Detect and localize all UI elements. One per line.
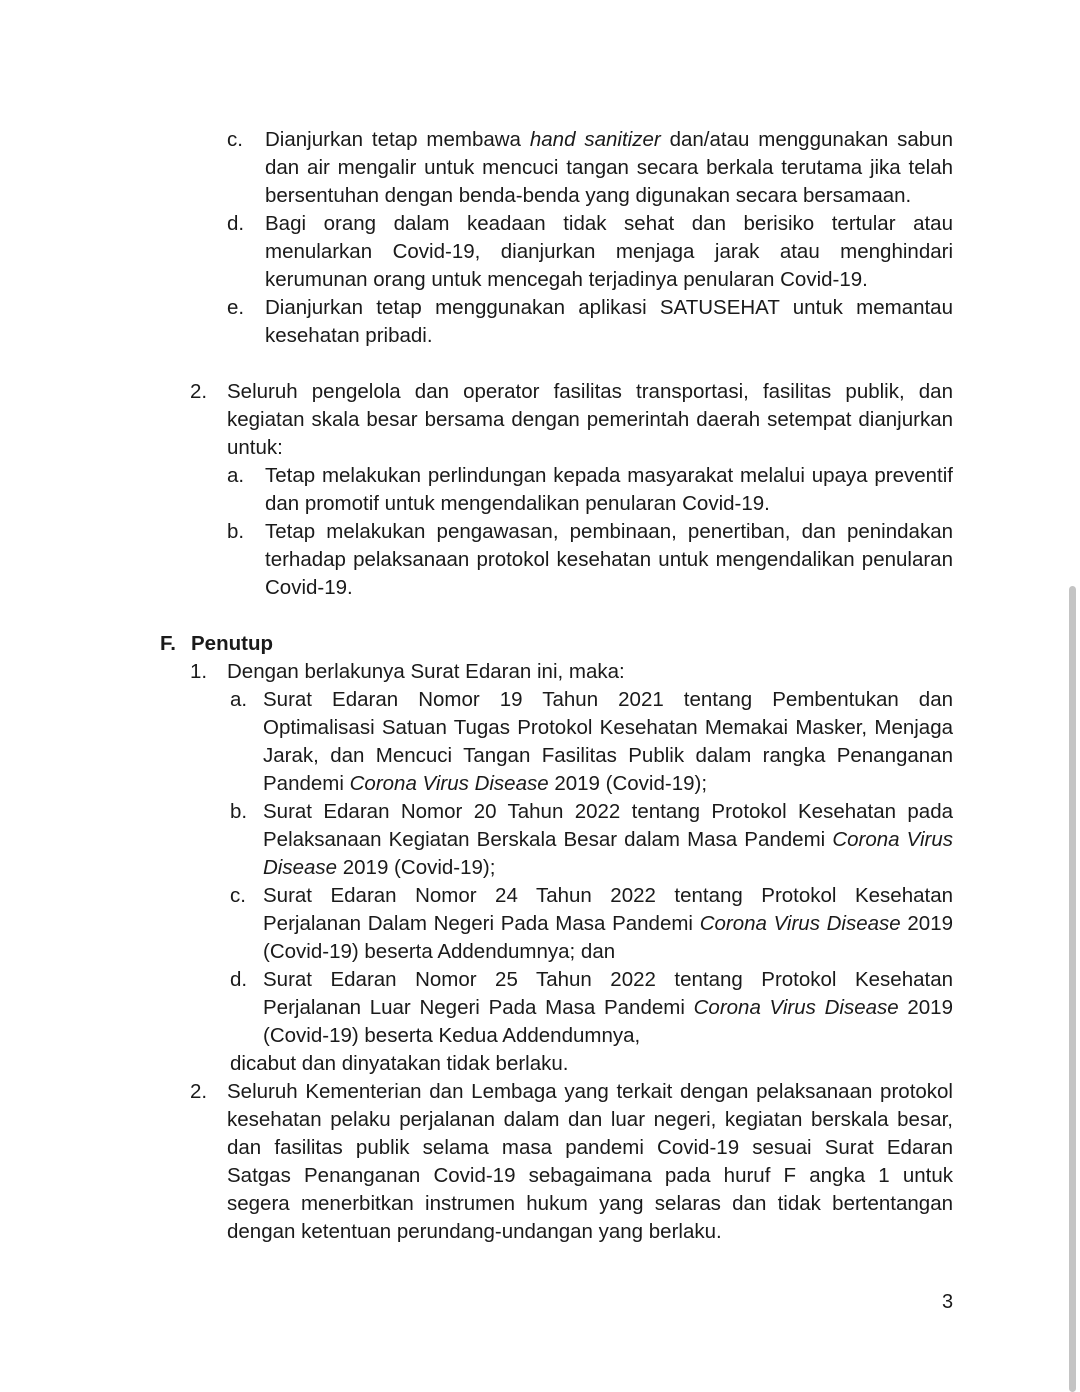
list-label: a. [227, 464, 245, 487]
list-item-f-1-b [230, 798, 953, 882]
list-text: Seluruh pengelola dan operator fasilitas transportasi, fasilitas publik, dan kegiatan skala besar bersama dengan pemerintah daerah setempat dianjurkan untuk: [227, 380, 953, 459]
list-text: Tetap melakukan perlindungan kepada masyarakat melalui upaya preventif dan promotif untuk mengendalikan penularan Covid-19. [265, 464, 953, 515]
closing-statement: dicabut dan dinyatakan tidak berlaku. [230, 1052, 569, 1075]
list-item-f-1-a [230, 686, 953, 798]
scrollbar-thumb[interactable] [1069, 586, 1076, 1392]
list-text: Dengan berlakunya Surat Edaran ini, maka: [227, 660, 625, 683]
list-label: 2. [190, 380, 208, 403]
list-item-2-b [227, 518, 953, 602]
scrollbar[interactable] [1066, 0, 1080, 1392]
list-label: b. [227, 520, 245, 543]
list-text: Dianjurkan tetap menggunakan aplikasi SATUSEHAT untuk memantau kesehatan pribadi. [265, 296, 953, 347]
list-item-f-1-c [230, 882, 953, 966]
list-text: Surat Edaran Nomor 19 Tahun 2021 tentang Pembentukan dan Optimalisasi Satuan Tugas Protokol Kesehatan Memakai Masker, Menjaga Jarak, dan Mencuci Tangan Fasilitas Publik dalam rangka Penanganan Pandemi Corona Virus Disease 2019 (Covid-19); [263, 688, 953, 795]
list-text: Dianjurkan tetap membawa hand sanitizer dan/atau menggunakan sabun dan air mengalir untuk mencuci tangan secara berkala terutama jika telah bersentuhan dengan benda-benda yang digunakan secara bersamaan. [265, 128, 953, 207]
section-label: F. [160, 632, 176, 655]
list-text: Tetap melakukan pengawasan, pembinaan, penertiban, dan penindakan terhadap pelaksanaan protokol kesehatan untuk mengendalikan penularan Covid-19. [265, 520, 953, 599]
list-label: d. [227, 212, 245, 235]
list-text: Surat Edaran Nomor 25 Tahun 2022 tentang Protokol Kesehatan Perjalanan Luar Negeri Pada Masa Pandemi Corona Virus Disease 2019 (Covid-19) beserta Kedua Addendumnya, [263, 968, 953, 1047]
list-label: c. [227, 128, 243, 151]
section-heading-f [160, 630, 273, 658]
list-label: e. [227, 296, 245, 319]
list-item-e-c [227, 126, 953, 210]
section-title: Penutup [191, 632, 273, 655]
list-label: d. [230, 968, 248, 991]
list-item-e-e [227, 294, 953, 350]
list-label: 1. [190, 660, 208, 683]
list-text: Bagi orang dalam keadaan tidak sehat dan berisiko tertular atau menularkan Covid-19, dianjurkan menjaga jarak atau menghindari kerumunan orang untuk mencegah terjadinya penularan Covid-19. [265, 212, 953, 291]
list-label: c. [230, 884, 246, 907]
list-text: Surat Edaran Nomor 20 Tahun 2022 tentang Protokol Kesehatan pada Pelaksanaan Kegiatan Berskala Besar dalam Masa Pandemi Corona Virus Disease 2019 (Covid-19); [263, 800, 953, 879]
list-item-f-1-d [230, 966, 953, 1050]
list-label: a. [230, 688, 248, 711]
numbered-item-2 [190, 378, 953, 462]
list-text: Seluruh Kementerian dan Lembaga yang terkait dengan pelaksanaan protokol kesehatan pelaku perjalanan dalam dan luar negeri, kegiatan berskala besar, dan fasilitas publik selama masa pandemi Covid-19 sesuai Surat Edaran Satgas Penanganan Covid-19 sebagaimana pada huruf F angka 1 untuk segera menerbitkan instrumen hukum yang selaras dan tidak bertentangan dengan ketentuan perundang-undangan yang berlaku. [227, 1080, 953, 1243]
numbered-item-f-1 [190, 658, 953, 686]
numbered-item-f-2 [190, 1078, 953, 1246]
list-label: b. [230, 800, 248, 823]
list-item-2-a [227, 462, 953, 518]
list-item-e-d [227, 210, 953, 294]
list-text: Surat Edaran Nomor 24 Tahun 2022 tentang Protokol Kesehatan Perjalanan Dalam Negeri Pada Masa Pandemi Corona Virus Disease 2019 (Covid-19) beserta Addendumnya; dan [263, 884, 953, 963]
page-number: 3 [942, 1291, 954, 1313]
list-label: 2. [190, 1080, 208, 1103]
